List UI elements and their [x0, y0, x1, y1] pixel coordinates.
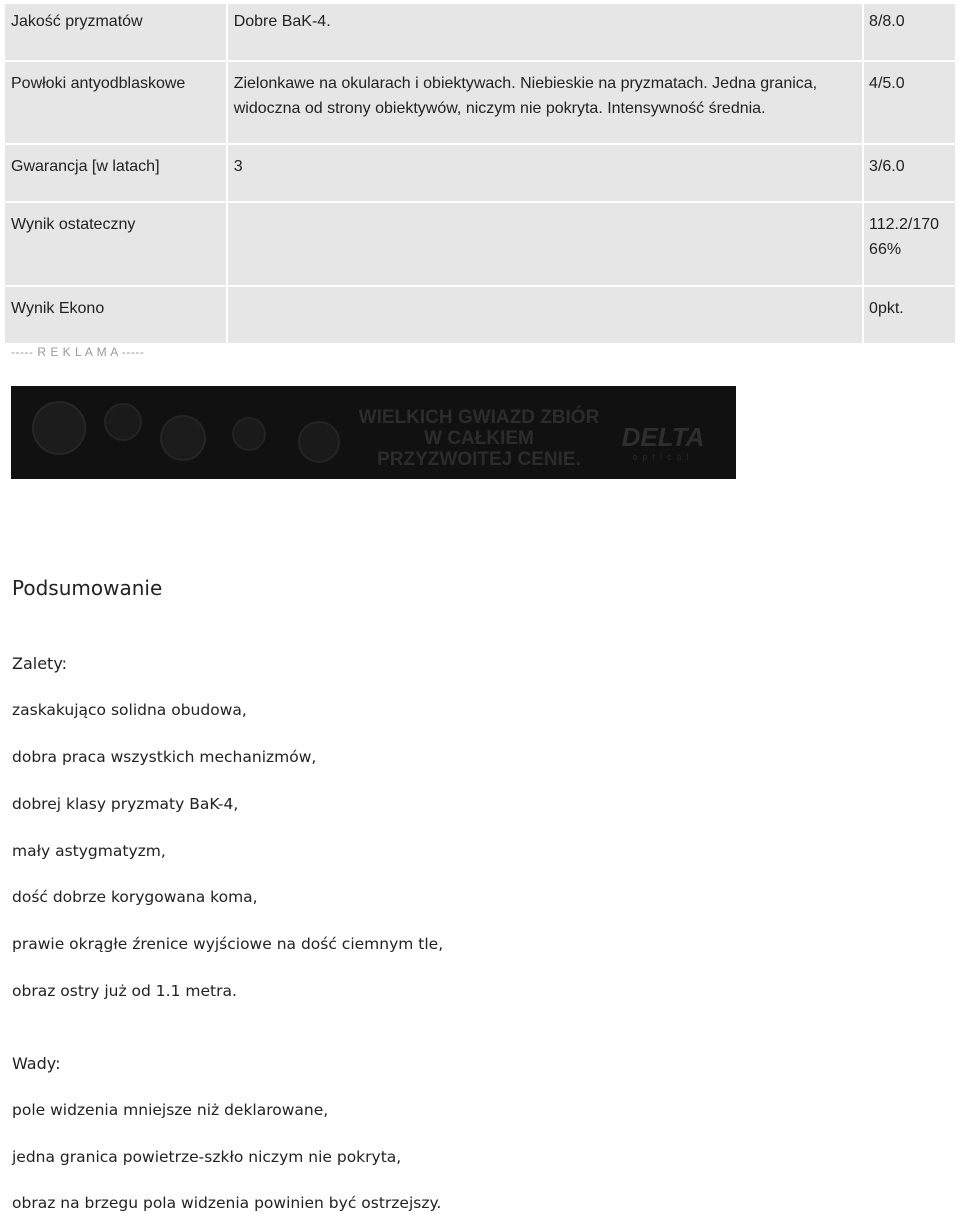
planet-icon: [299, 422, 339, 462]
list-item: mały astygmatyzm,: [12, 842, 166, 860]
list-item: jedna granica powietrze-szkło niczym nie pokryta,: [12, 1148, 402, 1166]
row-description: [228, 4, 862, 60]
table-row: [5, 62, 955, 143]
row-description-line: widoczna od strony obiektywów, niczym nie pokryta. Intensywność średnia.: [233, 100, 766, 117]
list-item: zaskakująco solidna obudowa,: [12, 701, 247, 719]
list-item: prawie okrągłe źrenice wyjściowe na dość ciemnym tle,: [12, 935, 444, 953]
planet-icon: [161, 416, 205, 460]
row-label-text: Gwarancja [w latach]: [11, 158, 160, 175]
row-score-line: 4/5.0: [869, 75, 905, 92]
row-description-line: Zielonkawe na okularach i obiektywach. Niebieskie na pryzmatach. Jedna granica,: [233, 75, 818, 92]
banner-headline-2: W CAŁKIEM: [424, 428, 534, 449]
planet-icon: [233, 418, 265, 450]
list-item: dość dobrze korygowana koma,: [12, 888, 258, 906]
banner-headline-1: WIELKICH GWIAZD ZBIÓR: [358, 407, 600, 428]
list-item: obraz ostry już od 1.1 metra.: [12, 982, 237, 1000]
row-score: [864, 287, 955, 343]
planet-icon: [105, 404, 141, 440]
score-table: [3, 2, 957, 345]
row-score-line: 112.2/170: [869, 216, 940, 233]
cons-title: Wady:: [12, 1054, 61, 1073]
ad-banner[interactable]: [11, 386, 736, 479]
row-score-line: 8/8.0: [869, 13, 905, 30]
row-score-line: 3/6.0: [869, 158, 905, 175]
row-label: [5, 62, 226, 143]
table-row: [5, 4, 955, 60]
row-label: [5, 145, 226, 201]
list-item: dobra praca wszystkich mechanizmów,: [12, 748, 317, 766]
list-item: pole widzenia mniejsze niż deklarowane,: [12, 1101, 329, 1119]
table-row: [5, 287, 955, 343]
row-label-text: Wynik ostateczny: [11, 216, 136, 233]
row-label: [5, 287, 226, 343]
planet-icon: [33, 402, 85, 454]
pros-title: Zalety:: [12, 654, 68, 673]
brand-subtitle: optical: [632, 452, 694, 462]
banner-headline-3: PRZYZWOITEJ CENIE.: [377, 449, 581, 470]
row-label: [5, 203, 226, 285]
table-row: [5, 145, 955, 201]
row-label-text: Wynik Ekono: [11, 300, 105, 317]
brand-logo: DELTA: [621, 422, 705, 452]
row-description: [228, 203, 862, 285]
table-row: [5, 203, 955, 285]
ad-label: ----- R E K L A M A -----: [11, 345, 145, 359]
row-description: [228, 62, 862, 143]
list-item: dobrej klasy pryzmaty BaK-4,: [12, 795, 239, 813]
row-description: [228, 287, 862, 343]
banner-art: [11, 386, 736, 479]
row-score: [864, 4, 955, 60]
row-label: [5, 4, 226, 60]
row-description: [228, 145, 862, 201]
row-score: [864, 145, 955, 201]
row-score-line: 0pkt.: [869, 300, 904, 317]
row-score-line: 66%: [869, 241, 902, 258]
list-item: obraz na brzegu pola widzenia powinien być ostrzejszy.: [12, 1194, 442, 1212]
summary-title: Podsumowanie: [12, 576, 163, 600]
row-description-line: 3: [233, 158, 243, 175]
row-label-text: Jakość pryzmatów: [11, 13, 143, 30]
row-score: [864, 203, 955, 285]
row-score: [864, 62, 955, 143]
row-description-line: Dobre BaK-4.: [233, 13, 331, 30]
row-label-text: Powłoki antyodblaskowe: [11, 75, 186, 92]
